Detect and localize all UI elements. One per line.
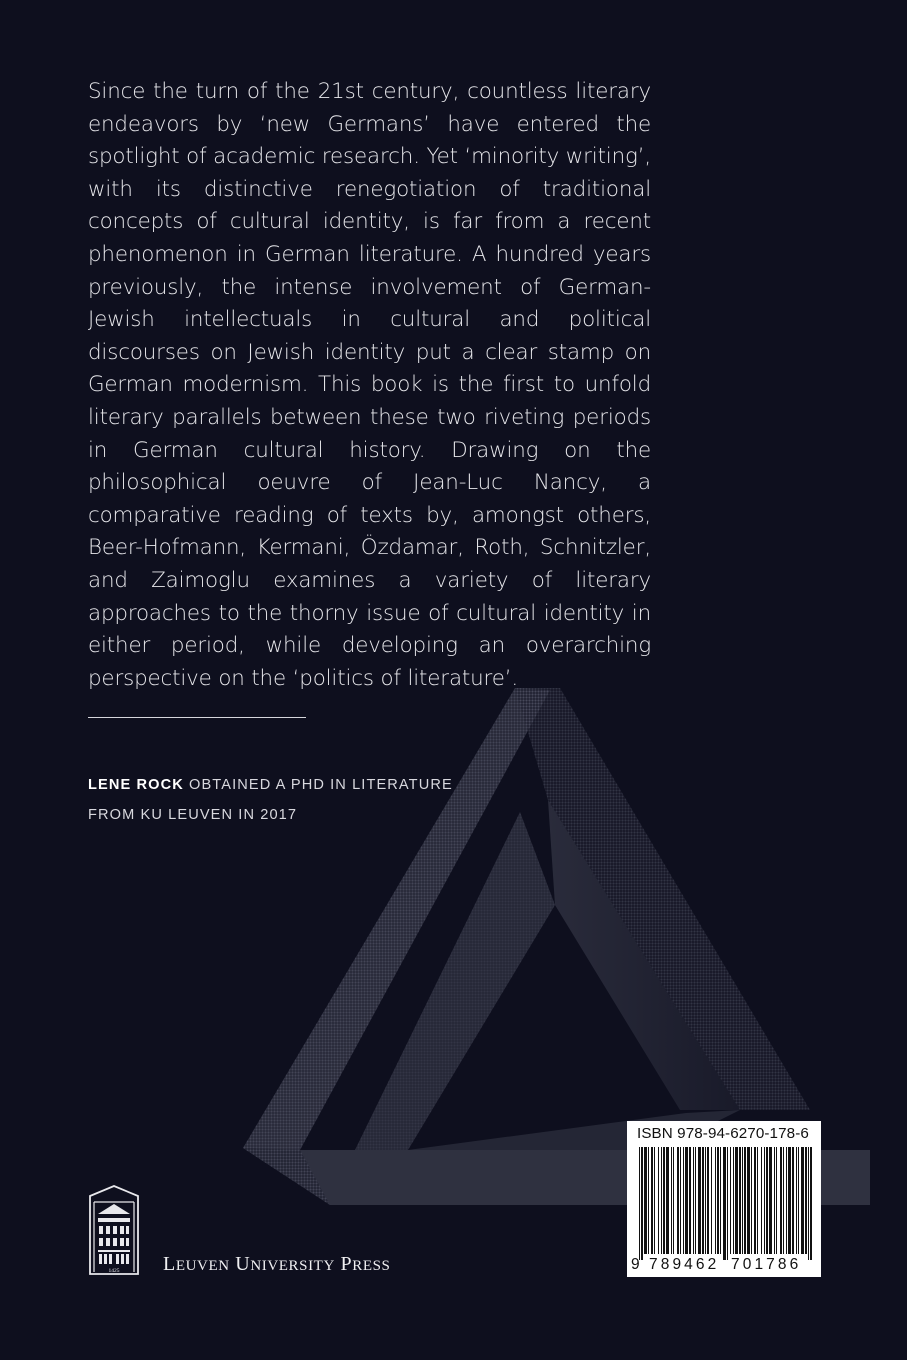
publisher-word-3: PRESS	[340, 1253, 391, 1275]
barcode-bar	[766, 1147, 768, 1254]
barcode-bar	[801, 1147, 804, 1254]
barcode-bar	[786, 1147, 787, 1254]
publisher-word-2: UNIVERSITY	[235, 1253, 335, 1275]
barcode-bar	[685, 1147, 688, 1254]
divider-rule	[88, 717, 306, 718]
barcode-bar	[648, 1147, 649, 1254]
barcode-bar	[693, 1147, 694, 1254]
barcode-bar	[780, 1147, 782, 1254]
barcode-bar	[698, 1147, 701, 1254]
isbn-barcode	[627, 1121, 821, 1277]
barcode-bar	[666, 1147, 669, 1254]
author-name: LENE ROCK	[88, 777, 184, 793]
barcode-bar	[776, 1147, 777, 1254]
barcode-bar	[739, 1147, 741, 1254]
barcode-bar	[671, 1147, 672, 1254]
barcode-digits-left: 789462	[649, 1256, 720, 1273]
barcode-bar	[715, 1147, 716, 1254]
author-bio-line-1	[88, 770, 508, 800]
barcode-bar	[663, 1147, 665, 1254]
publisher-name	[163, 1253, 390, 1276]
barcode-bar	[754, 1147, 756, 1254]
barcode-bar	[761, 1147, 762, 1254]
barcode-digits-right: 701786	[731, 1256, 802, 1273]
barcode-bar	[727, 1147, 728, 1260]
barcode-bar	[680, 1147, 681, 1254]
barcode-bar	[742, 1147, 743, 1254]
barcode-bar	[723, 1147, 726, 1260]
barcode-bar	[677, 1147, 679, 1254]
publisher-word-1: LEUVEN	[163, 1253, 230, 1275]
barcode-bar	[654, 1147, 655, 1254]
barcode-bar	[720, 1147, 721, 1254]
author-bio-line-2: FROM KU LEUVEN IN 2017	[88, 807, 298, 823]
barcode-bar	[639, 1147, 640, 1260]
barcode-bars	[627, 1121, 821, 1277]
barcode-bar	[735, 1147, 738, 1254]
publisher-logo-building-icon	[86, 1180, 142, 1280]
barcode-bar	[711, 1147, 712, 1254]
barcode-bar	[683, 1147, 684, 1254]
barcode-bar	[695, 1147, 696, 1254]
barcode-bar	[757, 1147, 758, 1254]
barcode-bar	[702, 1147, 704, 1254]
barcode-bar	[730, 1147, 731, 1254]
barcode-bar	[673, 1147, 674, 1254]
barcode-bar	[644, 1147, 647, 1254]
barcode-bar	[651, 1147, 653, 1254]
barcode-bar	[805, 1147, 807, 1254]
barcode-digits	[627, 1256, 821, 1276]
barcode-bar	[796, 1147, 797, 1254]
author-bio-line-1-rest: OBTAINED A PHD IN LITERATURE	[183, 777, 453, 793]
barcode-bar	[707, 1147, 709, 1254]
barcode-bar	[689, 1147, 691, 1254]
barcode-bar	[808, 1147, 809, 1260]
barcode-bar	[717, 1147, 719, 1254]
barcode-bar	[747, 1147, 750, 1254]
barcode-bar	[774, 1147, 775, 1254]
barcode-bar	[661, 1147, 662, 1254]
blurb-text: Since the turn of the 21st century, countless literary endeavors by ‘new Germans’ have entered the spotlight of academic research. Yet ‘minority writing’, with its distinctive renegotiation of traditional concepts of cultural identity, is far from a recent phenomenon in German literature. A hundred years previously, the intense involvement of German-Jewish intellectuals in cultural and political discourses on Jewish identity put a clear stamp on German modernism. This book is the first to unfold literary parallels between these two riveting periods in German cultural history. Drawing on the philosophical oeuvre of Jean-Luc Nancy, a comparative reading of texts by, amongst others, Beer-Hofmann, Kermani, Özdamar, Roth, Schnitzler, and Zaimoglu examines a variety of literary approaches to the thorny issue of cultural identity in either period, while developing an overarching perspective on the ‘politics of literature’.	[88, 79, 651, 691]
barcode-bar	[798, 1147, 799, 1254]
barcode-bar	[792, 1147, 794, 1254]
logo-year: 1425	[108, 1268, 120, 1274]
barcode-bar	[658, 1147, 659, 1254]
barcode-digit-lead: 9	[631, 1256, 640, 1273]
barcode-bar	[783, 1147, 784, 1254]
barcode-bar	[788, 1147, 791, 1254]
author-bio	[88, 770, 508, 830]
barcode-bar	[641, 1147, 643, 1260]
barcode-bar	[764, 1147, 765, 1254]
barcode-bar	[810, 1147, 812, 1260]
barcode-bar	[705, 1147, 706, 1254]
barcode-bar	[744, 1147, 746, 1254]
barcode-bar	[769, 1147, 772, 1254]
barcode-bar	[733, 1147, 734, 1254]
barcode-bar	[751, 1147, 752, 1254]
isbn-label: ISBN 978-94-6270-178-6	[637, 1125, 809, 1142]
